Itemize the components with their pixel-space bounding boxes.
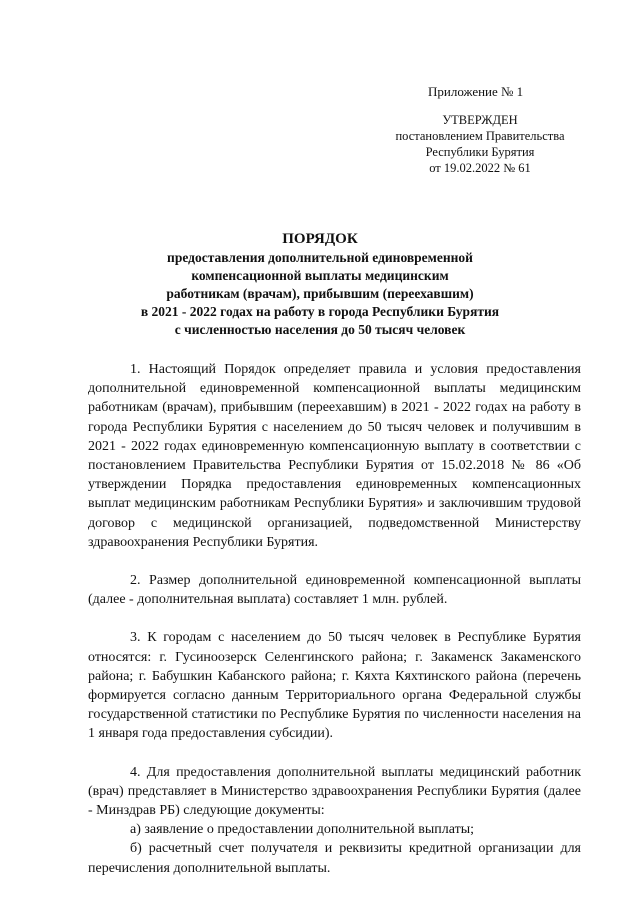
paragraph-4: 4. Для предоставления дополнительной выплаты медицинский работник (врач) представляет в Министерство здравоохранения Республики Бурятия (далее - Минздрав РБ) следующие документы: xyxy=(88,764,581,819)
title-line-5: с численностью населения до 50 тысяч человек xyxy=(174,322,466,337)
approval-date: от 19.02.2022 № 61 xyxy=(429,161,531,175)
title-line-3: работникам (врачам), прибывшим (переехавшим) xyxy=(166,286,474,301)
title-line-4: в 2021 - 2022 годах на работу в города Республики Бурятия xyxy=(140,304,500,319)
document-body xyxy=(88,360,581,878)
paragraph-3: 3. К городам с населением до 50 тысяч человек в Республике Бурятия относятся: г. Гусиноозерск Селенгинского района; г. Закаменск Закаменского района; г. Бабушкин Кабанского района; г. Кяхта Кяхтинского района (перечень формируется согласно данным Территориального органа Федеральной службы государственной статистики по Республике Бурятия по численности населения на 1 января года предоставления субсидии). xyxy=(88,630,581,742)
approved-by-line-2: Республики Бурятия xyxy=(425,145,535,159)
document-title xyxy=(0,229,640,339)
approved-label: УТВЕРЖДЕН xyxy=(442,113,518,127)
annex-number: Приложение № 1 xyxy=(428,84,524,99)
paragraph-4-item-a: а) заявление о предоставлении дополнительной выплаты; xyxy=(130,822,475,838)
approval-stamp xyxy=(378,112,582,176)
paragraph-2: 2. Размер дополнительной единовременной компенсационной выплаты (далее - дополнительная выплата) составляет 1 млн. рублей. xyxy=(88,573,581,608)
title-heading: ПОРЯДОК xyxy=(282,231,358,247)
title-line-1: предоставления дополнительной единовременной xyxy=(167,250,473,265)
paragraph-4-item-b: б) расчетный счет получателя и реквизиты кредитной организации для перечисления дополнительной выплаты. xyxy=(88,841,581,876)
approved-by-line-1: постановлением Правительства xyxy=(395,129,565,143)
paragraph-1: 1. Настоящий Порядок определяет правила и условия предоставления дополнительной единовременной компенсационной выплаты медицинским работникам (врачам), прибывшим (переехавшим) в 2021 - 2022 годах на работу в города Республики Бурятия с населением до 50 тысяч человек и получившим в 2021 - 2022 годах единовременную компенсационную выплату в соответствии с постановлением Правительства Республики Бурятия от 15.02.2018 № 86 «Об утверждении Порядка предоставления единовременных компенсационных выплат медицинским работникам Республики Бурятия» и заключившим трудовой договор с медицинской организацией, подведомственной Министерству здравоохранения Республики Бурятия. xyxy=(88,362,581,550)
title-line-2: компенсационной выплаты медицинским xyxy=(191,268,449,283)
